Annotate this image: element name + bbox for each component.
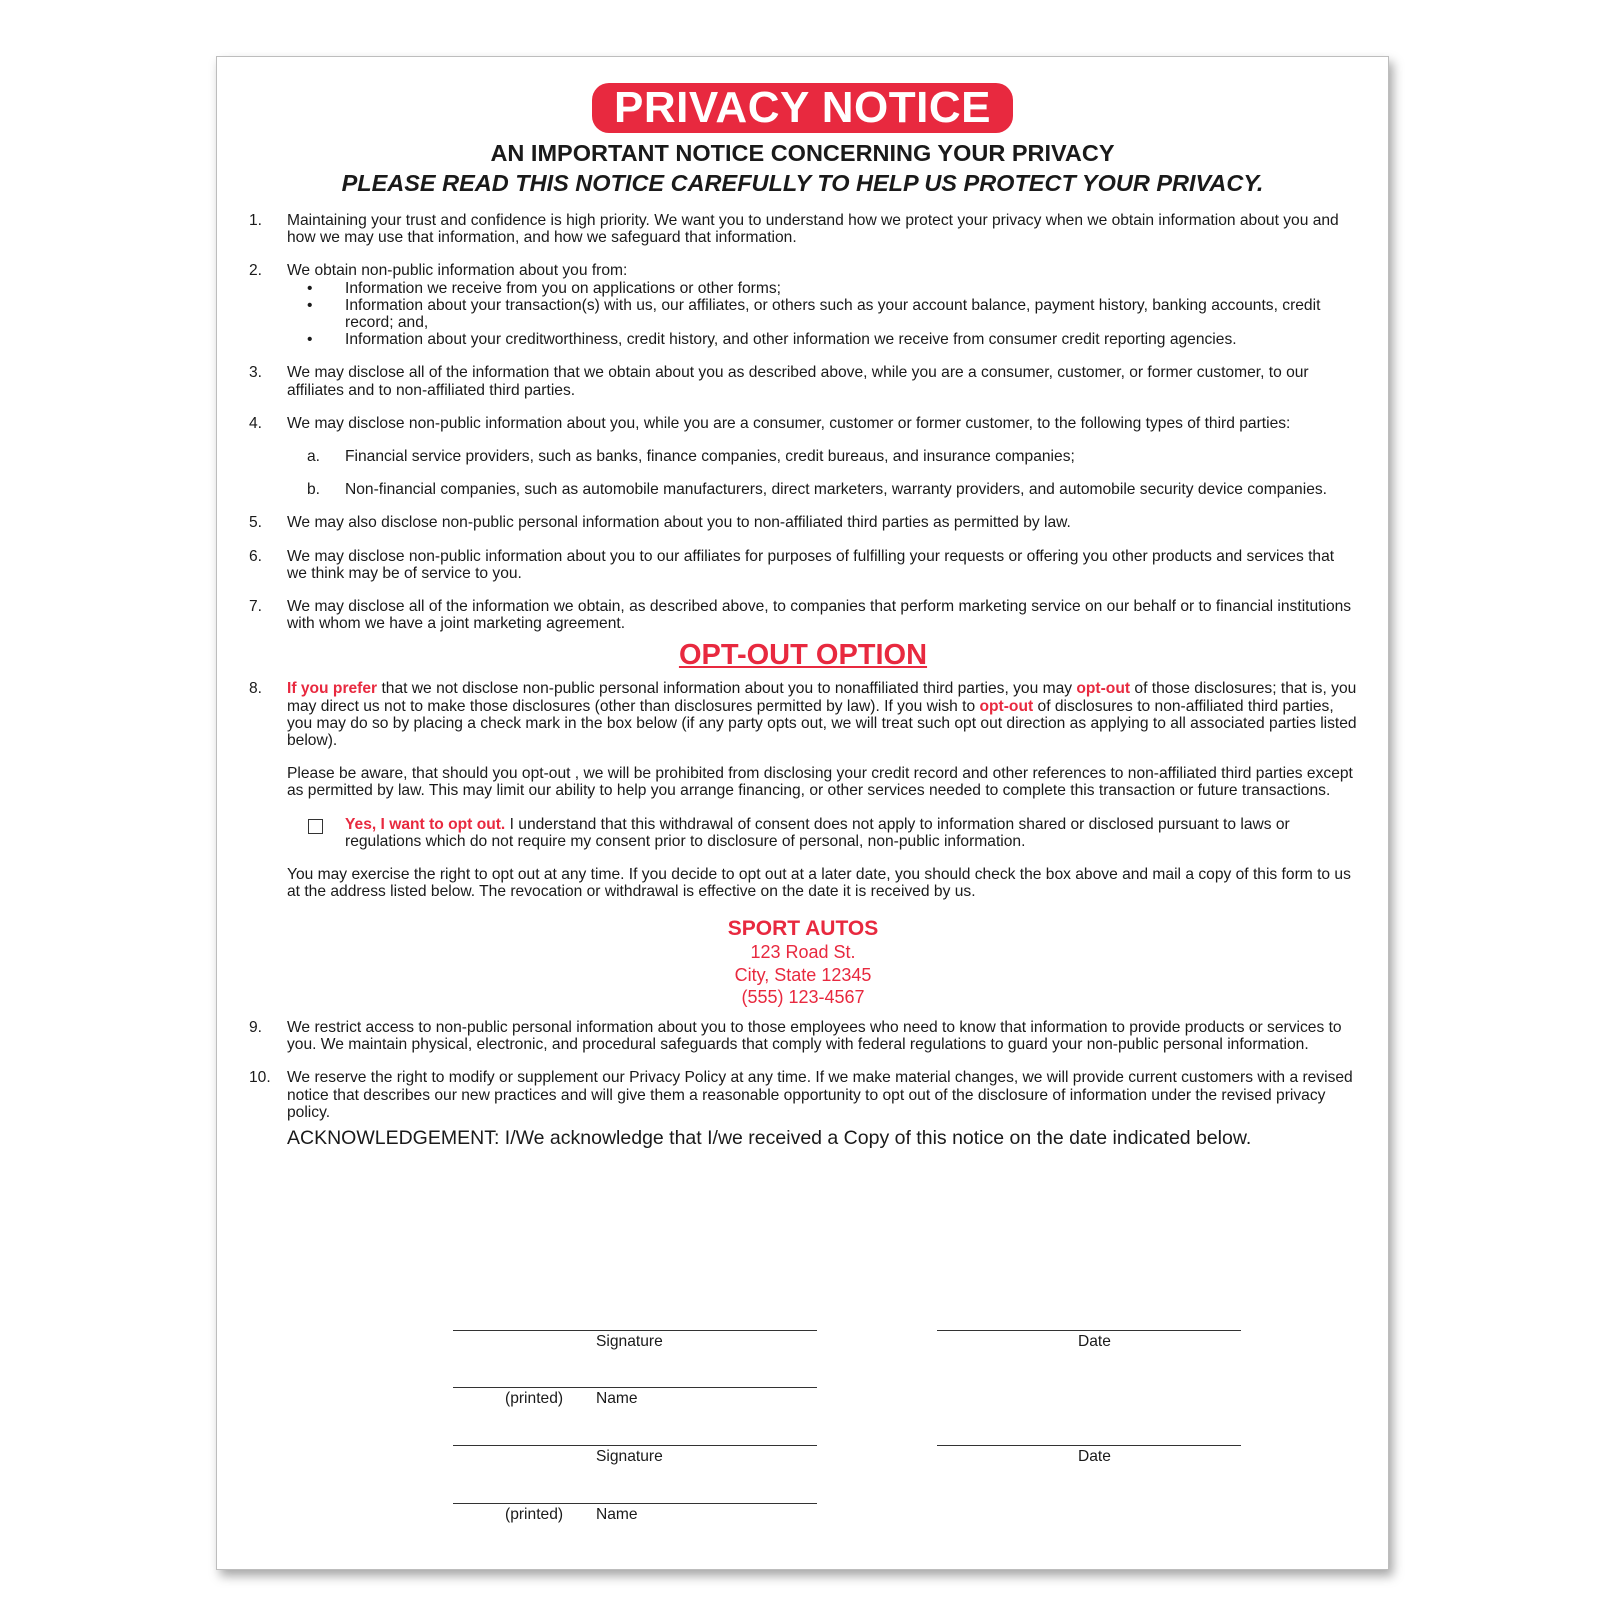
clause-8 bbox=[249, 680, 1357, 749]
clause-4 bbox=[249, 415, 1357, 499]
opt-out-checkbox-row[interactable] bbox=[249, 816, 1357, 850]
date-label-2: Date bbox=[1078, 1448, 1111, 1465]
clause-text-part: of those disclosures; that is, you may direct us not to make those disclosures (other than disclosures permitted by law). If you wish to bbox=[287, 680, 1357, 715]
bullet-icon: • bbox=[307, 296, 313, 314]
sources-list bbox=[249, 280, 1357, 349]
clause-number: 2. bbox=[249, 262, 263, 280]
dealer-street: 123 Road St. bbox=[750, 942, 856, 963]
bullet-text: Information about your creditworthiness, credit history, and other information we receive from consumer credit reporting agencies. bbox=[345, 331, 1237, 349]
bullet-text: Information about your transaction(s) with us, our affiliates, or others such as your account balance, payment history, banking accounts, credit record; and, bbox=[345, 296, 1321, 332]
opt-out-checkbox-label: Yes, I want to opt out. bbox=[345, 815, 506, 833]
clause-number: 5. bbox=[249, 514, 263, 532]
opt-out-checkbox-text: I understand that this withdrawal of consent does not apply to information shared or disclosed pursuant to laws or regulations which do not require my consent prior to disclosure of personal, non-public information. bbox=[345, 815, 1290, 850]
clause-text: We may disclose all of the information that we obtain about you as described above, while you are a consumer, customer, or former customer, to our affiliates and to non-affiliated third parties. bbox=[287, 364, 1309, 399]
clause-text: We may also disclose non-public personal information about you to non-affiliated third parties as permitted by law. bbox=[287, 514, 1071, 532]
third-party-type-a bbox=[249, 448, 1357, 465]
date-label-1: Date bbox=[1078, 1333, 1111, 1350]
emphasis-text: If you prefer bbox=[287, 680, 378, 698]
opt-out-exercise-text: You may exercise the right to opt out at any time. If you decide to opt out at a later date, you should check the box above and mail a copy of this form to us at the address listed below. The revocation or withdrawal is effective on the date it is received by us. bbox=[287, 866, 1351, 901]
page-title: PRIVACY NOTICE bbox=[592, 83, 1013, 133]
third-party-type-b bbox=[249, 481, 1357, 498]
clause-number: 7. bbox=[249, 598, 263, 616]
clause-text: We may disclose non-public information about you, while you are a consumer, customer or former customer, to the following types of third parties: bbox=[287, 414, 1291, 432]
clause-number: 6. bbox=[249, 547, 263, 565]
clause-text-part: of disclosures to non-affiliated third parties, you may do so by placing a check mark in the box below (if any party opts out, we will treat such opt out direction as applying to all associated parties listed below). bbox=[287, 697, 1357, 750]
clause-1 bbox=[249, 212, 1357, 246]
list-item bbox=[249, 331, 1357, 348]
name-label-1: Name bbox=[596, 1390, 638, 1407]
clause-text: We restrict access to non-public personal information about you to those employees who need to know that information to provide products or services to you. We maintain physical, electronic, and procedural safeguards that comply with federal regulations to guard your non-public personal information. bbox=[287, 1018, 1342, 1054]
date-line-2[interactable] bbox=[937, 1445, 1241, 1446]
date-line-1[interactable] bbox=[937, 1330, 1241, 1331]
clause-3 bbox=[249, 364, 1357, 398]
clause-text bbox=[287, 680, 1357, 749]
name-label-2: Name bbox=[596, 1506, 638, 1523]
dealer-city: City, State 12345 bbox=[734, 964, 872, 985]
clause-text-part: that we not disclose non-public personal information about you to nonaffiliated third parties, you may bbox=[377, 680, 1077, 698]
bullet-icon: • bbox=[307, 331, 313, 349]
clause-text: We reserve the right to modify or supplement our Privacy Policy at any time. If we make material changes, we will provide current customers with a revised notice that describes our new practices and will give them a reasonable opportunity to opt out of the disclosure of information under the revised privacy policy. bbox=[287, 1069, 1353, 1121]
dealer-name: SPORT AUTOS bbox=[727, 917, 879, 941]
notice-body bbox=[249, 212, 1357, 1149]
signature-label-1: Signature bbox=[596, 1333, 663, 1350]
clause-text: We obtain non-public information about you from: bbox=[287, 262, 628, 280]
opt-out-heading: OPT-OUT OPTION bbox=[678, 639, 928, 672]
list-item bbox=[249, 280, 1357, 297]
opt-out-checkbox[interactable] bbox=[308, 819, 323, 834]
clause-7 bbox=[249, 598, 1357, 632]
clause-2 bbox=[249, 262, 1357, 279]
dealer-address-block bbox=[249, 916, 1357, 1009]
emphasis-text: opt-out bbox=[1076, 680, 1131, 698]
sub-item-label: a. bbox=[307, 448, 321, 466]
sub-item-text: Non-financial companies, such as automobile manufacturers, direct marketers, warranty providers, and automobile security device companies. bbox=[345, 481, 1327, 499]
bullet-text: Information we receive from you on applications or other forms; bbox=[345, 279, 781, 297]
clause-number: 8. bbox=[249, 680, 263, 698]
clause-text: We may disclose non-public information about you to our affiliates for purposes of fulfilling your requests or offering you other products and services that we think may be of service to you. bbox=[287, 547, 1335, 582]
notice-subtitle: AN IMPORTANT NOTICE CONCERNING YOUR PRIVACY bbox=[490, 140, 1115, 166]
sub-item-label: b. bbox=[307, 481, 321, 499]
list-item bbox=[249, 297, 1357, 331]
clause-6 bbox=[249, 548, 1357, 582]
privacy-notice-form bbox=[216, 56, 1389, 1570]
printed-label-1: (printed) bbox=[505, 1390, 564, 1407]
notice-instruction: PLEASE READ THIS NOTICE CAREFULLY TO HELP US PROTECT YOUR PRIVACY. bbox=[341, 170, 1264, 196]
clause-text: Maintaining your trust and confidence is high priority. We want you to understand how we protect your privacy when we obtain information about you and how we may use that information, and how we safeguard that information. bbox=[287, 212, 1339, 247]
clause-number: 3. bbox=[249, 364, 263, 382]
clause-text: We may disclose all of the information we obtain, as described above, to companies that perform marketing service on our behalf or to financial institutions with whom we have a joint marketing agreement. bbox=[287, 598, 1352, 633]
bullet-icon: • bbox=[307, 279, 313, 297]
printed-name-line-2[interactable] bbox=[453, 1503, 817, 1504]
opt-out-warning: Please be aware, that should you opt-out , we will be prohibited from disclosing your credit record and other references to non-affiliated third parties except as permitted by law. This may limit our ability to help you arrange financing, or other services needed to complete this transaction or future transactions. bbox=[287, 765, 1353, 800]
printed-name-line-1[interactable] bbox=[453, 1387, 817, 1388]
signature-label-2: Signature bbox=[596, 1448, 663, 1465]
clause-number: 1. bbox=[249, 212, 263, 229]
clause-5 bbox=[249, 514, 1357, 531]
printed-label-2: (printed) bbox=[505, 1506, 564, 1523]
dealer-phone: (555) 123-4567 bbox=[741, 987, 865, 1008]
sub-item-text: Financial service providers, such as banks, finance companies, credit bureaus, and insurance companies; bbox=[345, 448, 1075, 466]
acknowledgement: ACKNOWLEDGEMENT: I/We acknowledge that I/we received a Copy of this notice on the date indicated below. bbox=[287, 1127, 1252, 1149]
emphasis-text: opt-out bbox=[979, 697, 1034, 715]
signature-line-2[interactable] bbox=[453, 1445, 817, 1446]
title-banner bbox=[217, 83, 1388, 133]
clause-number: 4. bbox=[249, 414, 263, 432]
clause-number: 10. bbox=[249, 1069, 271, 1087]
clause-9 bbox=[249, 1019, 1357, 1053]
clause-number: 9. bbox=[249, 1018, 263, 1036]
signature-line-1[interactable] bbox=[453, 1330, 817, 1331]
clause-10 bbox=[249, 1069, 1357, 1121]
